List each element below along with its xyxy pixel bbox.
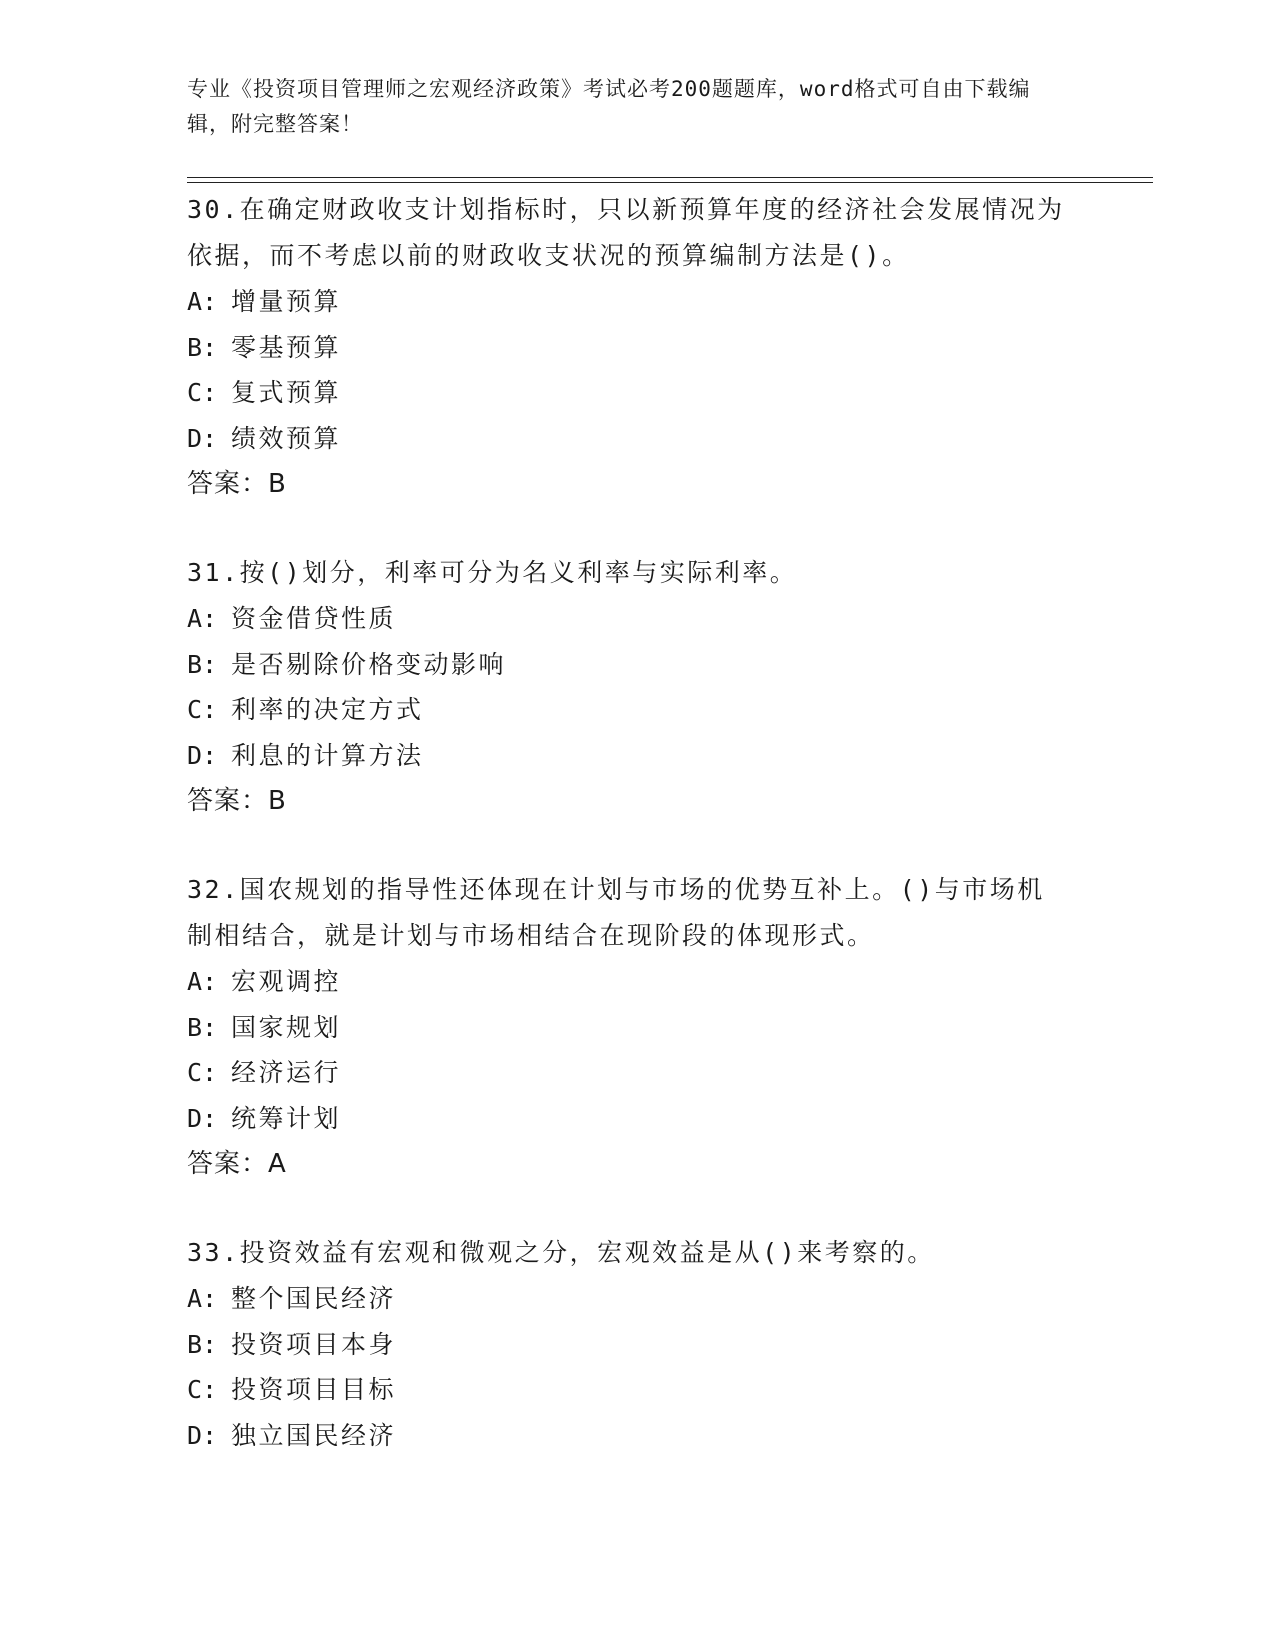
option-text: 零基预算: [231, 332, 342, 362]
question-33: [187, 1230, 1067, 1458]
question-stem: 31.按()划分，利率可分为名义利率与实际利率。: [187, 558, 798, 587]
option-letter: C:: [187, 378, 218, 407]
document-intro: 专业《投资项目管理师之宏观经济政策》考试必考200题题库，word格式可自由下载编辑，附完整答案！: [187, 77, 1031, 136]
option-letter: D:: [187, 423, 218, 453]
option-a: [187, 596, 1067, 642]
option-letter: D:: [187, 1103, 218, 1133]
option-text: 统筹计划: [231, 1103, 342, 1133]
option-c: [187, 1050, 1067, 1096]
option-text: 宏观调控: [231, 967, 342, 996]
option-d: [187, 1413, 1067, 1459]
option-a: [187, 959, 1067, 1005]
question-31: [187, 550, 1067, 824]
option-letter: B:: [187, 649, 218, 679]
option-letter: C:: [187, 1058, 218, 1087]
answer-line: 答案：B: [187, 469, 287, 499]
question-32: [187, 867, 1067, 1187]
option-a: [187, 279, 1067, 325]
option-text: 绩效预算: [231, 423, 342, 453]
option-text: 经济运行: [231, 1058, 342, 1087]
option-letter: A:: [187, 967, 218, 996]
option-c: [187, 687, 1067, 733]
answer-line: 答案：A: [187, 1149, 287, 1179]
question-30: [187, 187, 1067, 507]
header-divider-top: [187, 177, 1153, 178]
option-text: 独立国民经济: [231, 1420, 397, 1450]
option-letter: B:: [187, 332, 218, 362]
option-c: [187, 1367, 1067, 1413]
option-b: [187, 1005, 1067, 1051]
option-letter: D:: [187, 1420, 218, 1450]
option-letter: A:: [187, 1284, 218, 1313]
option-letter: C:: [187, 1375, 218, 1404]
question-list: [187, 187, 1067, 1458]
option-letter: D:: [187, 740, 218, 770]
option-text: 整个国民经济: [231, 1284, 397, 1313]
option-text: 是否剔除价格变动影响: [231, 649, 507, 679]
option-c: [187, 370, 1067, 416]
option-b: [187, 1322, 1067, 1368]
option-d: [187, 733, 1067, 779]
option-b: [187, 642, 1067, 688]
option-letter: B:: [187, 1012, 218, 1042]
option-d: [187, 416, 1067, 462]
option-text: 国家规划: [231, 1012, 342, 1042]
option-letter: A:: [187, 287, 218, 316]
option-text: 投资项目目标: [231, 1375, 397, 1404]
question-stem: 33.投资效益有宏观和微观之分，宏观效益是从()来考察的。: [187, 1238, 935, 1267]
option-letter: B:: [187, 1329, 218, 1359]
option-text: 利息的计算方法: [231, 740, 424, 770]
answer-line: 答案：B: [187, 786, 287, 816]
question-stem: 30.在确定财政收支计划指标时，只以新预算年度的经济社会发展情况为依据，而不考虑以前的财政收支状况的预算编制方法是()。: [187, 195, 1065, 270]
option-letter: C:: [187, 695, 218, 724]
option-a: [187, 1276, 1067, 1322]
option-text: 复式预算: [231, 378, 342, 407]
option-b: [187, 325, 1067, 371]
option-text: 投资项目本身: [231, 1329, 397, 1359]
option-text: 利率的决定方式: [231, 695, 424, 724]
option-text: 资金借贷性质: [231, 604, 397, 633]
option-text: 增量预算: [231, 287, 342, 316]
header-divider-bottom: [187, 182, 1153, 183]
option-d: [187, 1096, 1067, 1142]
question-stem: 32.国农规划的指导性还体现在计划与市场的优势互补上。()与市场机制相结合，就是计划与市场相结合在现阶段的体现形式。: [187, 875, 1045, 950]
option-letter: A:: [187, 604, 218, 633]
